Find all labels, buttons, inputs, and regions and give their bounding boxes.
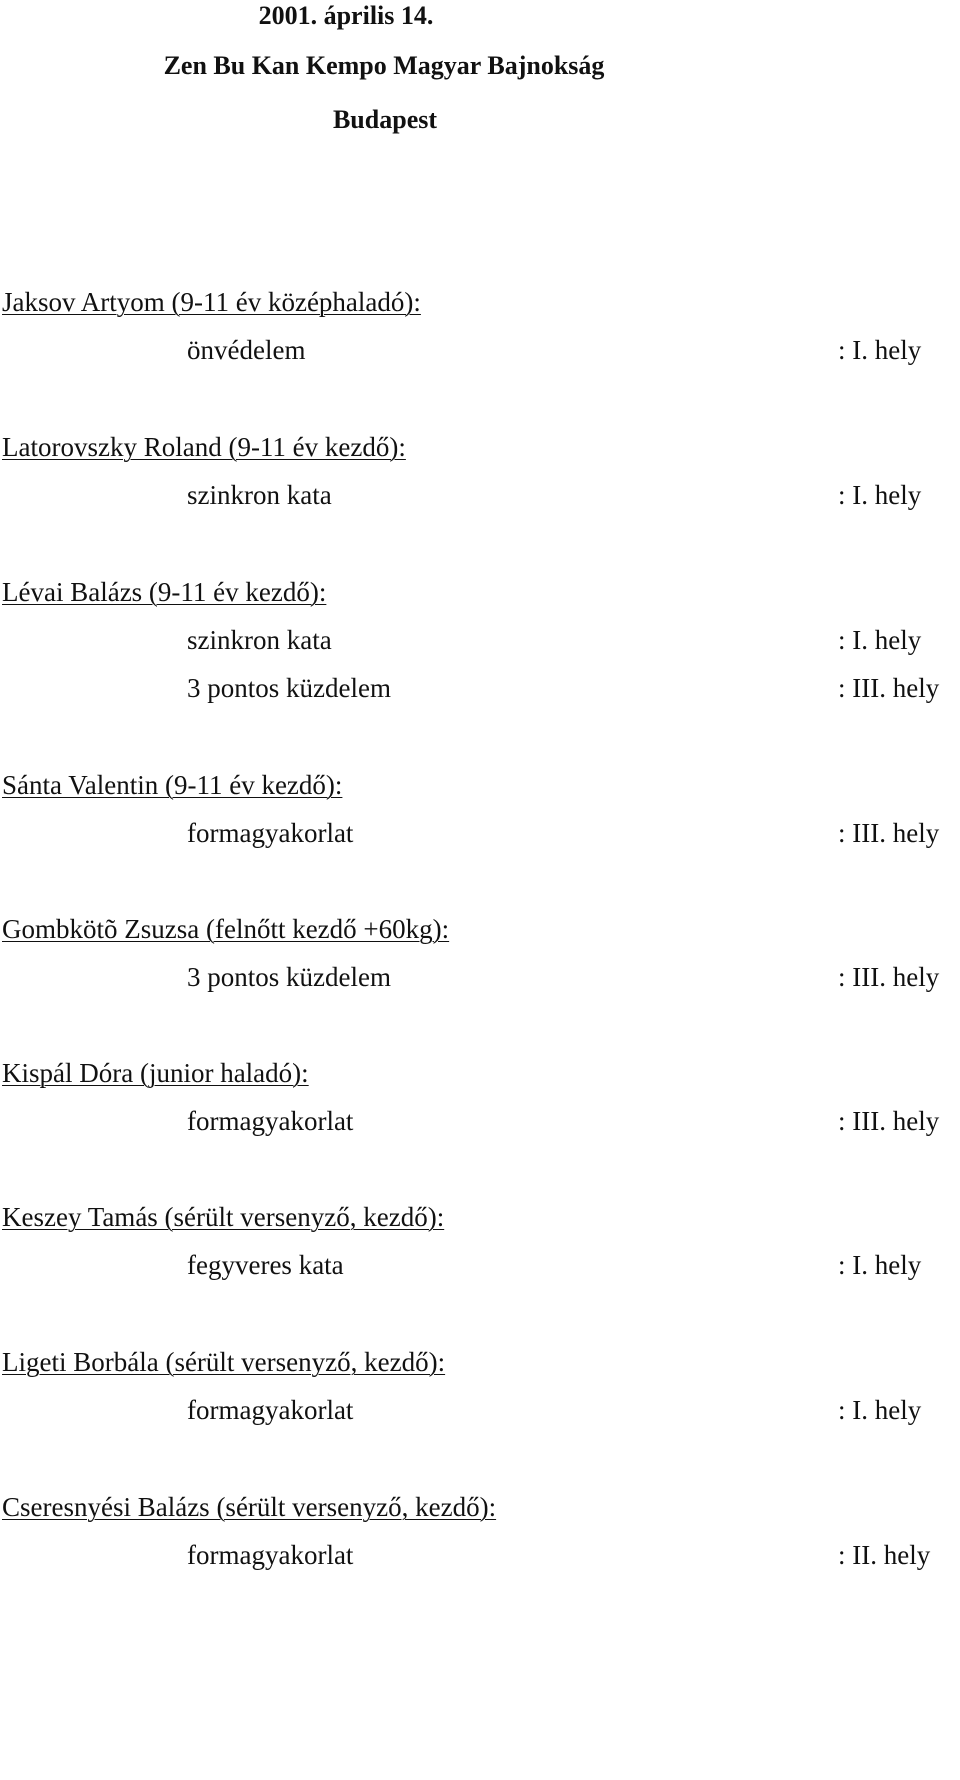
event-label: 3 pontos küzdelem [187,962,391,992]
athlete-name: Kispál Dóra (junior haladó): [2,1058,309,1088]
result-row [0,671,960,705]
athlete-name: Latorovszky Roland (9-11 év kezdő): [2,432,406,462]
result-row [0,1104,960,1138]
result-row [0,1248,960,1282]
place-label: : I. hely [838,335,922,365]
athlete-name: Gombkötõ Zsuzsa (felnőtt kezdő +60kg): [2,914,450,944]
athlete-name: Cseresnyési Balázs (sérült versenyző, kezdő): [2,1492,497,1522]
header-date: 2001. április 14. [258,1,434,30]
result-row [0,960,960,994]
event-label: formagyakorlat [187,1106,354,1136]
athlete-name: Sánta Valentin (9-11 év kezdő): [2,770,343,800]
event-label: fegyveres kata [187,1250,344,1280]
result-row [0,478,960,512]
result-row [0,1538,960,1572]
event-label: szinkron kata [187,480,332,510]
header-city: Budapest [332,105,438,134]
place-label: : II. hely [838,1540,931,1570]
place-label: : I. hely [838,1395,922,1425]
event-label: 3 pontos küzdelem [187,673,391,703]
athlete-name: Ligeti Borbála (sérült versenyző, kezdő): [2,1347,446,1377]
place-label: : III. hely [838,818,940,848]
event-label: szinkron kata [187,625,332,655]
athlete-name: Lévai Balázs (9-11 év kezdő): [2,577,327,607]
athlete-name: Jaksov Artyom (9-11 év középhaladó): [2,287,421,317]
result-row [0,333,960,367]
place-label: : III. hely [838,673,940,703]
event-label: formagyakorlat [187,1540,354,1570]
event-label: formagyakorlat [187,818,354,848]
event-label: önvédelem [187,335,306,365]
place-label: : I. hely [838,1250,922,1280]
athlete-name: Keszey Tamás (sérült versenyző, kezdő): [2,1202,445,1232]
place-label: : I. hely [838,480,922,510]
place-label: : I. hely [838,625,922,655]
place-label: : III. hely [838,1106,940,1136]
event-label: formagyakorlat [187,1395,354,1425]
result-row [0,1393,960,1427]
header-event-name: Zen Bu Kan Kempo Magyar Bajnokság [163,51,605,80]
result-row [0,816,960,850]
place-label: : III. hely [838,962,940,992]
result-row [0,623,960,657]
